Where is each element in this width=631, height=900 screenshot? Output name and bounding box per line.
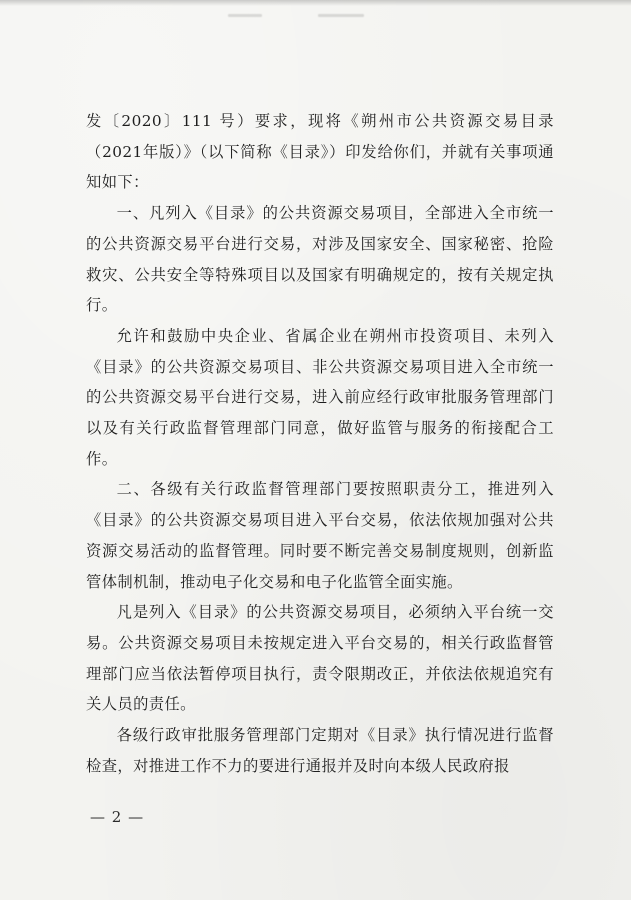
document-body: [86, 106, 554, 781]
paragraph: 凡是列入《目录》的公共资源交易项目，必须纳入平台统一交易。公共资源交易项目未按规定进入平台交易的，相关行政监督管理部门应当依法暂停项目执行，责令限期改正，并依法依规追究有关人员的责任。: [86, 603, 554, 714]
page-number: — 2 —: [90, 808, 145, 826]
paragraph: 发〔2020〕111 号）要求，现将《朔州市公共资源交易目录（2021年版）》（以下简称《目录》）印发给你们，并就有关事项通知如下：: [86, 112, 554, 192]
paragraph: 允许和鼓励中央企业、省属企业在朔州市投资项目、未列入《目录》的公共资源交易项目、非公共资源交易项目进入全市统一的公共资源交易平台进行交易，进入前应经行政审批服务管理部门以及有关行政监督管理部门同意，做好监管与服务的衔接配合工作。: [86, 326, 554, 468]
paragraph: 一、凡列入《目录》的公共资源交易项目，全部进入全市统一的公共资源交易平台进行交易，对涉及国家安全、国家秘密、抢险救灾、公共安全等特殊项目以及国家有明确规定的，按有关规定执行。: [86, 204, 554, 315]
scan-top-edge: [0, 0, 631, 6]
paragraph: 各级行政审批服务管理部门定期对《目录》执行情况进行监督检查，对推进工作不力的要进行通报并及时向本级人民政府报: [86, 726, 554, 775]
scan-bleed-mark: [318, 14, 364, 17]
paragraph: 二、各级有关行政监督管理部门要按照职责分工，推进列入《目录》的公共资源交易项目进入平台交易，依法依规加强对公共资源交易活动的监督管理。同时要不断完善交易制度规则，创新监管体制机制，推动电子化交易和电子化监管全面实施。: [86, 480, 554, 591]
scan-bleed-mark: [228, 14, 262, 17]
